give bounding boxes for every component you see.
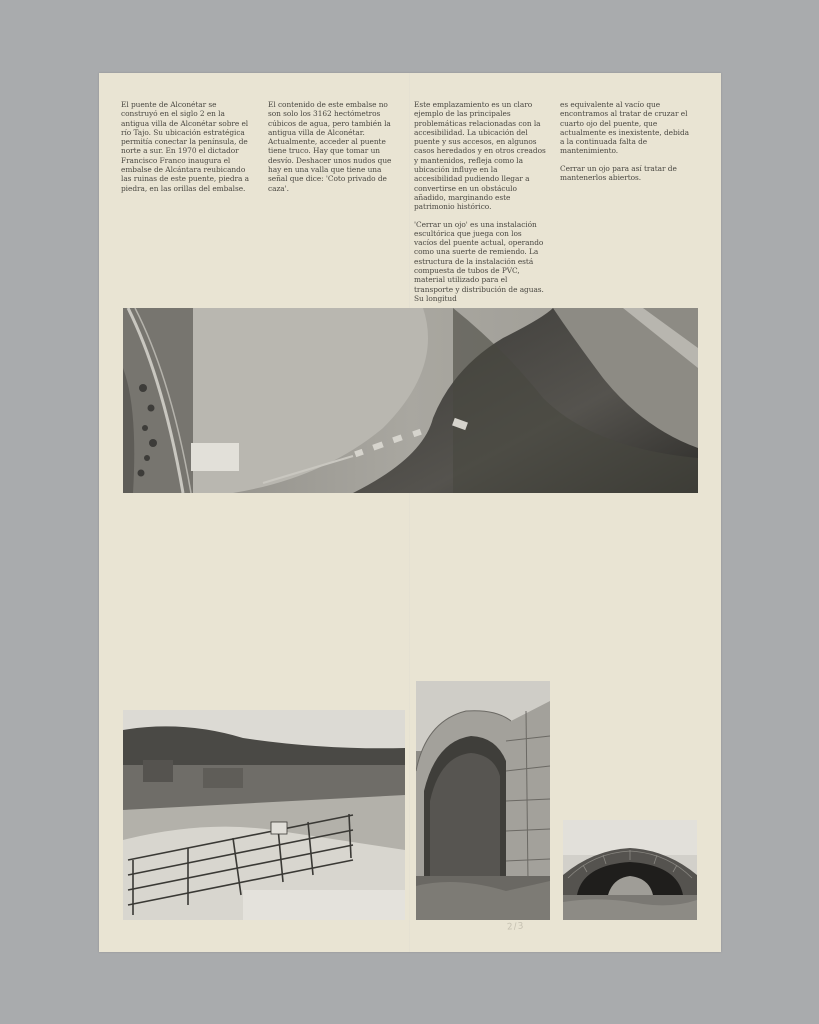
paragraph: El contenido de este embalse no son solo los 3162 hectómetros cúbicos de agua, pero también la antigua villa de Alconétar. Actualmente, acceder al puente tiene truco. Hay que tomar un desvío. Deshacer unos nudos que hay en una valla que tiene una señal que dice: 'Coto privado de caza'. <box>268 100 392 193</box>
paragraph: 'Cerrar un ojo' es una instalación escultórica que juega con los vacíos del puente actual, operando como una suerte de remiendo. La estructura de la instalación está compuesta de tubos de PVC, material utilizado para el transporte y distribución de aguas. Su longitud <box>414 219 544 303</box>
document-sheet <box>99 73 721 952</box>
arch-interior-photo <box>416 681 550 920</box>
pencil-note: 2/3 <box>506 921 525 933</box>
center-fold <box>409 73 410 952</box>
paragraph: Cerrar un ojo para así tratar de mantenerlos abiertos. <box>560 163 677 183</box>
text-column-4 <box>560 100 692 190</box>
text-column-1 <box>121 100 253 201</box>
fence-landscape-photo <box>123 710 405 920</box>
text-column-2 <box>268 100 400 201</box>
paragraph: El puente de Alconétar se construyó en el siglo 2 en la antigua villa de Alconétar sobre el río Tajo. Su ubicación estratégica permitía conectar la península, de norte a sur. En 1970 el dictador Francisco Franco inaugura el embalse de Alcántara reubicando las ruinas de este puente, piedra a piedra, en las orillas del embalse. <box>121 100 250 193</box>
bridge-arch-photo <box>563 820 697 920</box>
text-column-3 <box>414 100 546 311</box>
paragraph: Este emplazamiento es un claro ejemplo de las principales problemáticas relacionadas con la accesibilidad. La ubicación del puente y sus accesos, en algunos casos heredados y en otros creados y mantenidos, refleja como la ubicación influye en la accesibilidad pudiendo llegar a convertirse en un obstáculo añadido, marginando este patrimonio histórico. <box>414 100 546 212</box>
paragraph: es equivalente al vacío que encontramos al tratar de cruzar el cuarto ojo del puente, que actualmente es inexistente, debida a la continuada falta de mantenimiento. <box>560 100 690 156</box>
aerial-reservoir-photo <box>123 308 698 493</box>
